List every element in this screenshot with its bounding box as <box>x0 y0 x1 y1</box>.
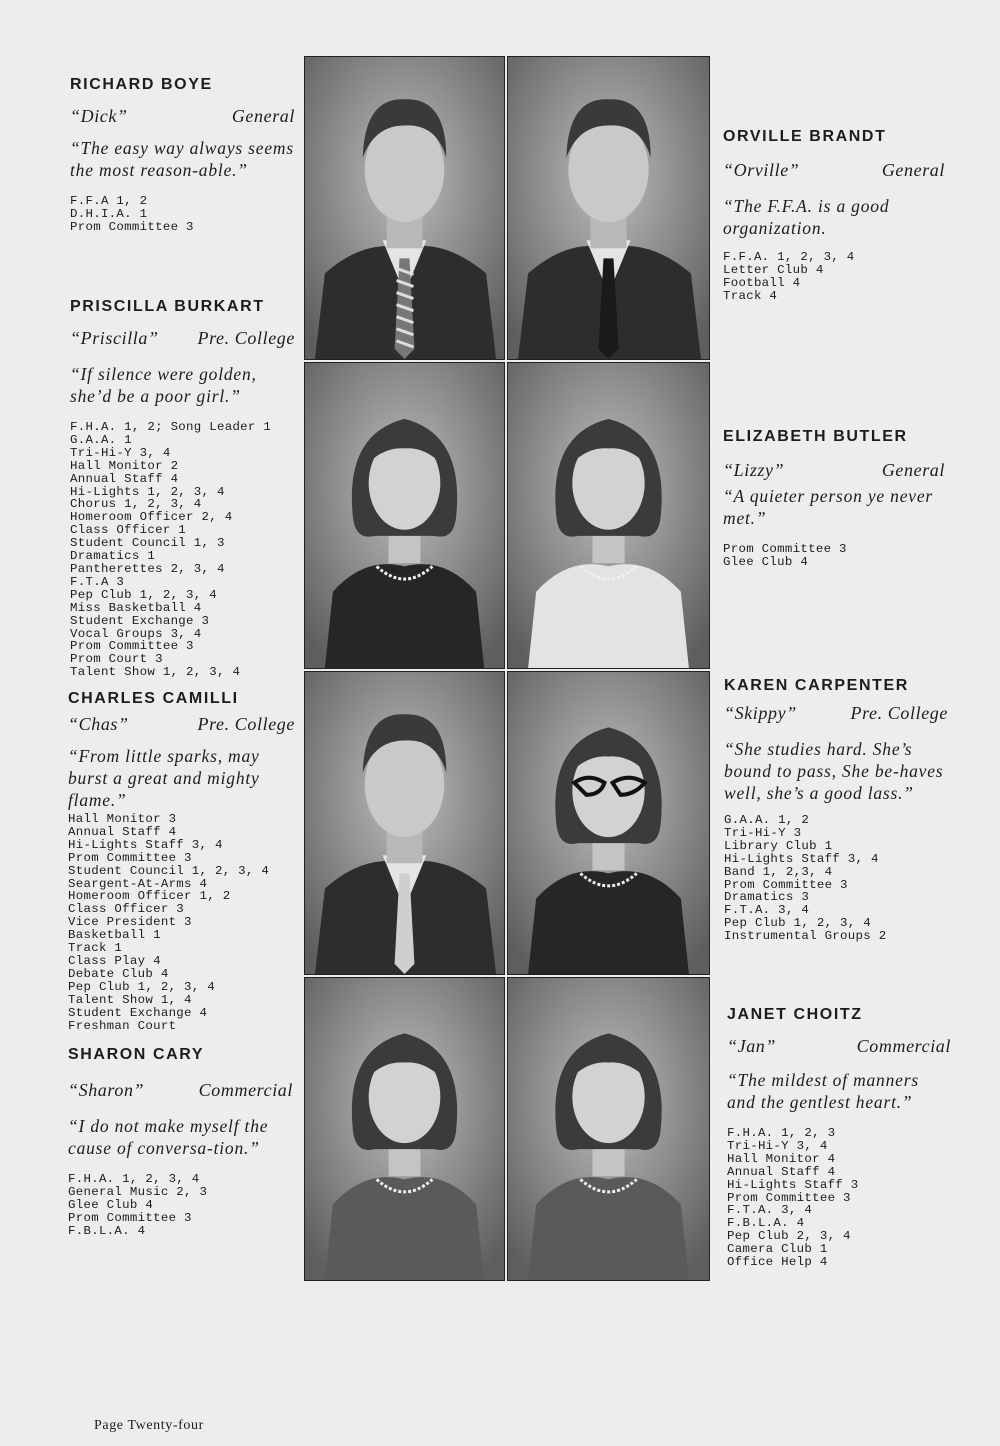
activity-item: Hi-Lights Staff 3, 4 <box>68 837 223 852</box>
activity-item: Prom Committee 3 <box>70 639 194 654</box>
activity-item: Letter Club 4 <box>723 262 824 277</box>
activity-item: Homeroom Officer 1, 2 <box>68 889 231 904</box>
student-entry-charles-camilli <box>68 690 295 1032</box>
student-nickname: “Orville” <box>723 160 800 180</box>
student-name: SHARON CARY <box>68 1046 205 1063</box>
activity-item: Office Help 4 <box>727 1255 828 1270</box>
activity-item: Dramatics 1 <box>70 549 156 564</box>
activity-item: Track 1 <box>68 941 123 956</box>
activity-item: Debate Club 4 <box>68 966 169 981</box>
activity-item: F.T.A 3 <box>70 574 125 589</box>
student-entry-karen-carpenter <box>724 677 948 943</box>
activity-item: F.F.A 1, 2 <box>70 194 148 208</box>
student-course: Pre. College <box>197 714 295 734</box>
activity-item: Prom Court 3 <box>70 652 163 667</box>
portrait-photo <box>507 56 710 360</box>
student-quote: “If silence were golden, she’d be a poor girl.” <box>70 364 257 406</box>
activity-item: F.T.A. 3, 4 <box>727 1203 813 1218</box>
activity-item: Pantherettes 2, 3, 4 <box>70 561 225 576</box>
nickname-course-row <box>70 328 295 349</box>
activity-item: Freshman Court <box>68 1018 177 1033</box>
portrait-photo <box>304 56 505 360</box>
student-nickname: “Dick” <box>70 106 128 126</box>
student-nickname: “Lizzy” <box>723 460 785 480</box>
student-nickname: “Chas” <box>68 714 129 734</box>
activity-item: Student Council 1, 3 <box>70 536 225 551</box>
student-quote: “She studies hard. She’s bound to pass, She be-haves well, she’s a good lass.” <box>724 739 944 803</box>
student-nickname: “Skippy” <box>724 703 797 723</box>
activity-item: Prom Committee 3 <box>727 1190 851 1205</box>
portrait-photo <box>507 977 710 1281</box>
activity-list <box>68 1173 293 1238</box>
activity-item: F.H.A. 1, 2; Song Leader 1 <box>70 420 272 434</box>
student-nickname: “Sharon” <box>68 1080 145 1100</box>
activity-item: D.H.I.A. 1 <box>70 206 148 221</box>
activity-item: Pep Club 1, 2, 3, 4 <box>724 916 871 931</box>
activity-item: Track 4 <box>723 288 778 303</box>
activity-item: F.B.L.A. 4 <box>68 1223 146 1238</box>
activity-item: Glee Club 4 <box>723 554 809 569</box>
activity-item: Talent Show 1, 4 <box>68 992 192 1007</box>
activity-item: Pep Club 2, 3, 4 <box>727 1229 851 1244</box>
student-entry-janet-choitz <box>727 1006 951 1269</box>
activity-list <box>723 251 945 303</box>
activity-item: F.B.L.A. 4 <box>727 1216 805 1231</box>
activity-item: Homeroom Officer 2, 4 <box>70 510 233 525</box>
activity-item: Basketball 1 <box>68 928 161 943</box>
student-course: General <box>881 460 945 480</box>
activity-item: Prom Committee 3 <box>68 850 192 865</box>
activity-item: Seargent-At-Arms 4 <box>68 876 208 891</box>
activity-item: Hall Monitor 3 <box>68 812 177 826</box>
nickname-course-row <box>68 714 295 735</box>
activity-item: Library Club 1 <box>724 838 833 853</box>
student-entry-elizabeth-butler <box>723 428 945 569</box>
activity-item: Glee Club 4 <box>68 1197 154 1212</box>
activity-item: F.T.A. 3, 4 <box>724 903 810 918</box>
activity-item: Prom Committee 3 <box>70 219 194 234</box>
activity-item: G.A.A. 1, 2 <box>724 813 810 827</box>
activity-item: Pep Club 1, 2, 3, 4 <box>68 979 215 994</box>
student-entry-sharon-cary <box>68 1046 293 1238</box>
activity-item: F.H.A. 1, 2, 3 <box>727 1126 836 1140</box>
activity-item: Annual Staff 4 <box>727 1164 836 1179</box>
student-name: CHARLES CAMILLI <box>68 690 239 707</box>
activity-item: Chorus 1, 2, 3, 4 <box>70 497 202 512</box>
student-name: ORVILLE BRANDT <box>723 128 887 145</box>
student-course: Commercial <box>856 1036 951 1056</box>
student-quote: “The mildest of manners and the gentlest heart.” <box>727 1070 919 1112</box>
student-course: Commercial <box>198 1080 293 1100</box>
activity-list <box>727 1127 951 1269</box>
student-name: ELIZABETH BUTLER <box>723 428 908 445</box>
student-name: JANET CHOITZ <box>727 1006 863 1023</box>
activity-item: G.A.A. 1 <box>70 432 132 447</box>
activity-item: Talent Show 1, 2, 3, 4 <box>70 665 241 680</box>
portrait-photo <box>304 671 505 975</box>
activity-item: Class Officer 1 <box>70 523 187 538</box>
student-quote: “A quieter person ye never met.” <box>723 486 934 528</box>
student-quote: “From little sparks, may burst a great and mighty flame.” <box>68 746 260 810</box>
activity-item: Football 4 <box>723 275 801 290</box>
nickname-course-row <box>724 703 948 724</box>
activity-item: Vocal Groups 3, 4 <box>70 626 202 641</box>
activity-item: Hi-Lights Staff 3, 4 <box>724 851 879 866</box>
activity-item: Class Officer 3 <box>68 902 185 917</box>
activity-item: Tri-Hi-Y 3 <box>724 825 802 840</box>
activity-item: General Music 2, 3 <box>68 1184 208 1199</box>
nickname-course-row <box>70 106 295 127</box>
student-entry-richard-boye <box>70 76 295 234</box>
student-course: Pre. College <box>850 703 948 723</box>
activity-item: Prom Committee 3 <box>724 877 848 892</box>
activity-list <box>68 813 295 1032</box>
student-course: General <box>231 106 295 126</box>
activity-item: Vice President 3 <box>68 915 192 930</box>
student-quote: “I do not make myself the cause of conversa-tion.” <box>68 1116 269 1158</box>
activity-item: Pep Club 1, 2, 3, 4 <box>70 587 217 602</box>
activity-item: F.F.A. 1, 2, 3, 4 <box>723 250 855 264</box>
student-name: PRISCILLA BURKART <box>70 298 265 315</box>
activity-item: Hi-Lights 1, 2, 3, 4 <box>70 484 225 499</box>
portrait-photo <box>304 362 505 669</box>
student-course: Pre. College <box>197 328 295 348</box>
activity-item: Hi-Lights Staff 3 <box>727 1177 859 1192</box>
activity-item: Class Play 4 <box>68 953 161 968</box>
activity-item: Student Exchange 3 <box>70 613 210 628</box>
student-name: RICHARD BOYE <box>70 76 213 93</box>
activity-item: Instrumental Groups 2 <box>724 929 887 944</box>
student-entry-orville-brandt <box>723 128 945 303</box>
activity-item: Miss Basketball 4 <box>70 600 202 615</box>
activity-item: Band 1, 2,3, 4 <box>724 864 833 879</box>
activity-list <box>724 814 948 943</box>
activity-list <box>70 195 295 234</box>
student-name: KAREN CARPENTER <box>724 677 909 694</box>
activity-list <box>723 543 945 569</box>
nickname-course-row <box>723 160 945 181</box>
activity-item: Annual Staff 4 <box>68 824 177 839</box>
activity-item: Camera Club 1 <box>727 1242 828 1257</box>
nickname-course-row <box>68 1080 293 1101</box>
activity-item: Dramatics 3 <box>724 890 810 905</box>
activity-item: Hall Monitor 2 <box>70 458 179 473</box>
portrait-photo <box>507 671 710 975</box>
student-quote: “The easy way always seems the most reason-able.” <box>70 138 294 180</box>
activity-item: Annual Staff 4 <box>70 471 179 486</box>
activity-item: Prom Committee 3 <box>68 1210 192 1225</box>
nickname-course-row <box>723 460 945 481</box>
activity-item: Tri-Hi-Y 3, 4 <box>727 1138 828 1153</box>
portrait-photo <box>304 977 505 1281</box>
portrait-photo <box>507 362 710 669</box>
student-quote: “The F.F.A. is a good organization. <box>723 196 890 238</box>
page-footer: Page Twenty-four <box>94 1418 204 1433</box>
activity-item: Hall Monitor 4 <box>727 1151 836 1166</box>
activity-item: Student Exchange 4 <box>68 1005 208 1020</box>
activity-list <box>70 421 295 679</box>
activity-item: F.H.A. 1, 2, 3, 4 <box>68 1172 200 1186</box>
activity-item: Tri-Hi-Y 3, 4 <box>70 445 171 460</box>
student-nickname: “Jan” <box>727 1036 777 1056</box>
activity-item: Student Council 1, 2, 3, 4 <box>68 863 270 878</box>
student-nickname: “Priscilla” <box>70 328 159 348</box>
student-course: General <box>881 160 945 180</box>
student-entry-priscilla-burkart <box>70 298 295 679</box>
activity-item: Prom Committee 3 <box>723 542 847 556</box>
nickname-course-row <box>727 1036 951 1057</box>
